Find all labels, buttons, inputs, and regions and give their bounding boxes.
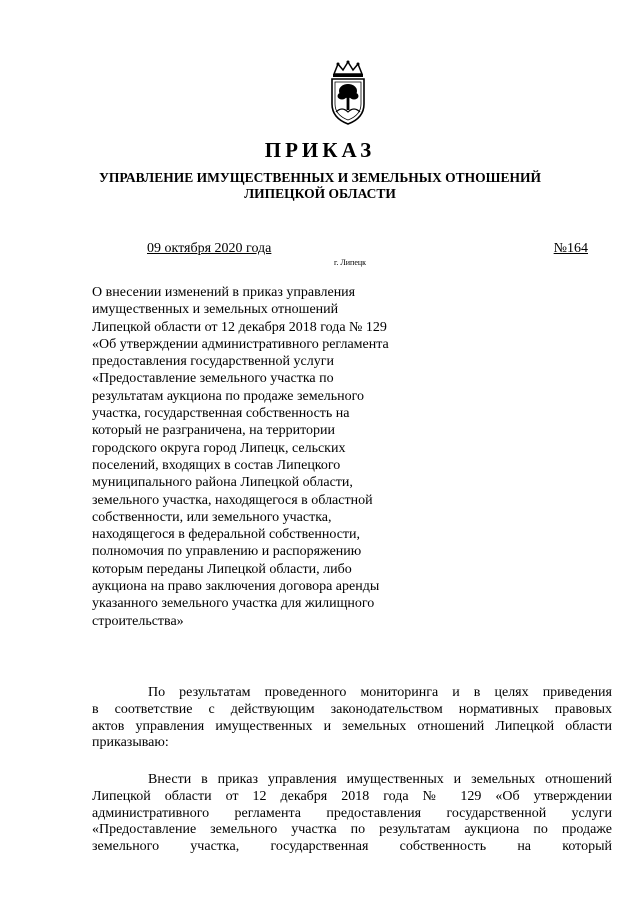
paragraph-line: приказываю: (92, 735, 169, 751)
subject-line: предоставления государственной услуги (92, 354, 334, 370)
body-paragraph-2 (92, 772, 612, 856)
paragraph-line: земельного участка, государственная собственность на который (92, 839, 612, 855)
subject-line: находящегося в федеральной собственности, (92, 527, 361, 543)
subject-line: «Об утверждении административного регламента (92, 336, 389, 352)
subject-line: муниципального района Липецкой области, (92, 475, 353, 491)
paragraph-line: По результатам проведенного мониторинга и в целях приведения (148, 685, 612, 700)
paragraph-line: актов управления имущественных и земельных отношений Липецкой области (92, 718, 612, 734)
subject-line: аукциона на право заключения договора аренды (92, 579, 380, 595)
subject-line: строительства» (92, 613, 184, 629)
subject-line: полномочия по управлению и распоряжению (92, 544, 362, 560)
subject-line: собственности, или земельного участка, (92, 509, 332, 525)
document-number: №164 (553, 241, 588, 256)
subject-line: которым переданы Липецкой области, либо (92, 561, 352, 577)
subject-line: городского округа город Липецк, сельских (92, 440, 346, 456)
organization-name (0, 170, 640, 202)
org-line-2: ЛИПЕЦКОЙ ОБЛАСТИ (244, 186, 396, 201)
subject-line: поселений, входящих в состав Липецкого (92, 457, 341, 473)
org-line-1: УПРАВЛЕНИЕ ИМУЩЕСТВЕННЫХ И ЗЕМЕЛЬНЫХ ОТНОШЕНИЙ (98, 170, 541, 185)
document-date: 09 октября 2020 года (147, 241, 272, 256)
subject-line: имущественных и земельных отношений (92, 302, 339, 318)
subject-line: который не разграничена, на территории (92, 423, 336, 439)
subject-line: О внесении изменений в приказ управления (92, 285, 356, 300)
subject-line: Липецкой области от 12 декабря 2018 года № 129 (92, 319, 387, 335)
paragraph-line: Внести в приказ управления имущественных и земельных отношений (148, 772, 612, 787)
paragraph-line: Липецкой области от 12 декабря 2018 года № 129 «Об утверждении (92, 788, 612, 804)
subject-line: участка, государственная собственность на (92, 406, 350, 422)
body-paragraph-1 (92, 685, 612, 752)
subject-line: результатам аукциона по продаже земельного (92, 388, 365, 404)
paragraph-line: «Предоставление земельного участка по результатам аукциона по продаже (92, 822, 612, 838)
document-subject (92, 284, 422, 630)
document-city: г. Липецк (333, 258, 367, 267)
subject-line: указанного земельного участка для жилищного (92, 596, 375, 612)
subject-line: земельного участка, находящегося в областной (92, 492, 373, 508)
subject-line: «Предоставление земельного участка по (92, 371, 334, 387)
paragraph-line: административного регламента предоставления государственной услуги (92, 805, 612, 821)
paragraph-line: в соответствие с действующим законодательством нормативных правовых (92, 701, 612, 717)
coat-of-arms-icon (324, 60, 372, 126)
document-title: ПРИКАЗ (264, 138, 376, 162)
